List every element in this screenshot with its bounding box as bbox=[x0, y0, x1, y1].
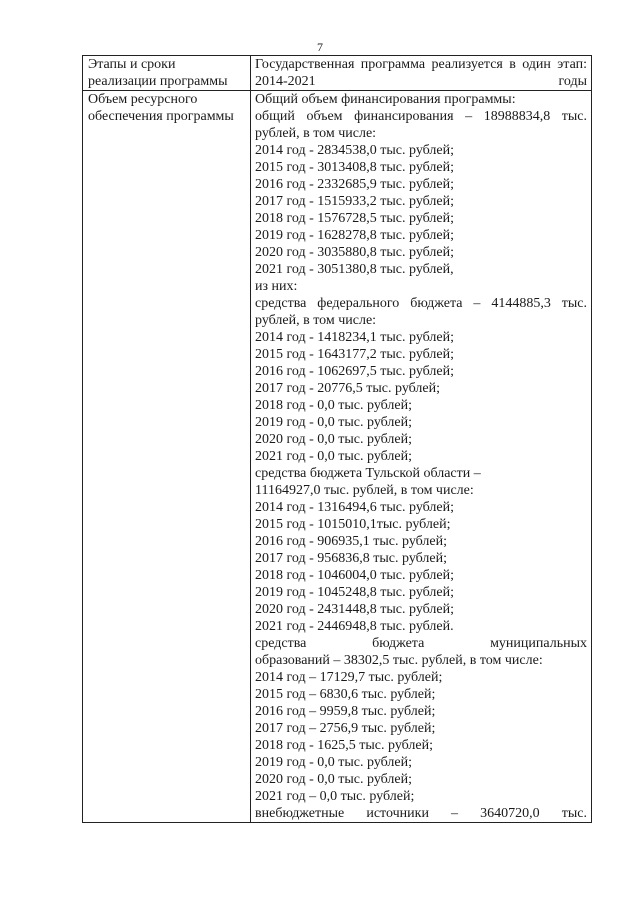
funding-line: 2018 год - 0,0 тыс. рублей; bbox=[255, 398, 413, 413]
funding-line: 2016 год - 2332685,9 тыс. рублей; bbox=[255, 177, 455, 192]
funding-line: 11164927,0 тыс. рублей, в том числе: bbox=[255, 483, 474, 498]
program-passport-table bbox=[82, 55, 592, 823]
funding-line: средства федерального бюджета – 4144885,3 тыс. bbox=[255, 296, 587, 311]
funding-line: средства бюджета муниципальных bbox=[255, 636, 587, 651]
page-number: 7 bbox=[317, 40, 323, 54]
funding-line: 2019 год - 1045248,8 тыс. рублей; bbox=[255, 585, 455, 600]
funding-line: 2021 год - 2446948,8 тыс. рублей. bbox=[255, 619, 454, 634]
funding-line: внебюджетные источники – 3640720,0 тыс. bbox=[255, 806, 587, 821]
funding-line: 2015 год - 3013408,8 тыс. рублей; bbox=[255, 160, 455, 175]
row-text: Государственная программа реализуется в один этап: 2014-2021 годы bbox=[255, 57, 587, 89]
funding-line: 2020 год - 0,0 тыс. рублей; bbox=[255, 432, 413, 447]
funding-line: 2021 год - 0,0 тыс. рублей; bbox=[255, 449, 413, 464]
funding-line: образований – 38302,5 тыс. рублей, в том числе: bbox=[255, 653, 543, 668]
funding-line: 2016 год - 906935,1 тыс. рублей; bbox=[255, 534, 448, 549]
funding-line: 2014 год – 17129,7 тыс. рублей; bbox=[255, 670, 443, 685]
funding-line: 2018 год - 1576728,5 тыс. рублей; bbox=[255, 211, 455, 226]
funding-line: 2015 год – 6830,6 тыс. рублей; bbox=[255, 687, 436, 702]
funding-line: общий объем финансирования – 18988834,8 тыс. bbox=[255, 109, 587, 124]
funding-line: 2014 год - 1418234,1 тыс. рублей; bbox=[255, 330, 455, 345]
table-row bbox=[83, 56, 592, 91]
funding-line: 2020 год - 3035880,8 тыс. рублей; bbox=[255, 245, 455, 260]
funding-line: 2017 год – 2756,9 тыс. рублей; bbox=[255, 721, 436, 736]
funding-line: 2014 год - 1316494,6 тыс. рублей; bbox=[255, 500, 455, 515]
funding-line: из них: bbox=[255, 279, 298, 294]
row-label: Объем ресурсного обеспечения программы bbox=[83, 91, 251, 823]
funding-line: 2019 год - 0,0 тыс. рублей; bbox=[255, 755, 413, 770]
funding-line: 2015 год - 1643177,2 тыс. рублей; bbox=[255, 347, 455, 362]
funding-line: 2021 год - 3051380,8 тыс. рублей, bbox=[255, 262, 454, 277]
funding-line: 2020 год - 2431448,8 тыс. рублей; bbox=[255, 602, 455, 617]
row-label: Этапы и сроки реализации программы bbox=[83, 56, 251, 91]
funding-line: 2018 год - 1046004,0 тыс. рублей; bbox=[255, 568, 455, 583]
funding-line: 2019 год - 0,0 тыс. рублей; bbox=[255, 415, 413, 430]
row-content bbox=[251, 91, 592, 823]
funding-line: рублей, в том числе: bbox=[255, 126, 377, 141]
funding-line: 2017 год - 1515933,2 тыс. рублей; bbox=[255, 194, 455, 209]
funding-line: 2021 год – 0,0 тыс. рублей; bbox=[255, 789, 415, 804]
table-row bbox=[83, 91, 592, 823]
funding-line: 2018 год - 1625,5 тыс. рублей; bbox=[255, 738, 434, 753]
funding-line: 2016 год - 1062697,5 тыс. рублей; bbox=[255, 364, 455, 379]
funding-line: 2020 год - 0,0 тыс. рублей; bbox=[255, 772, 413, 787]
row-content bbox=[251, 56, 592, 91]
funding-line: рублей, в том числе: bbox=[255, 313, 377, 328]
funding-line: 2019 год - 1628278,8 тыс. рублей; bbox=[255, 228, 455, 243]
funding-line: 2017 год - 956836,8 тыс. рублей; bbox=[255, 551, 448, 566]
funding-line: 2014 год - 2834538,0 тыс. рублей; bbox=[255, 143, 455, 158]
funding-line: 2017 год - 20776,5 тыс. рублей; bbox=[255, 381, 441, 396]
funding-line: 2016 год – 9959,8 тыс. рублей; bbox=[255, 704, 436, 719]
funding-line: Общий объем финансирования программы: bbox=[255, 92, 516, 107]
funding-line: средства бюджета Тульской области – bbox=[255, 466, 481, 481]
funding-line: 2015 год - 1015010,1тыс. рублей; bbox=[255, 517, 451, 532]
